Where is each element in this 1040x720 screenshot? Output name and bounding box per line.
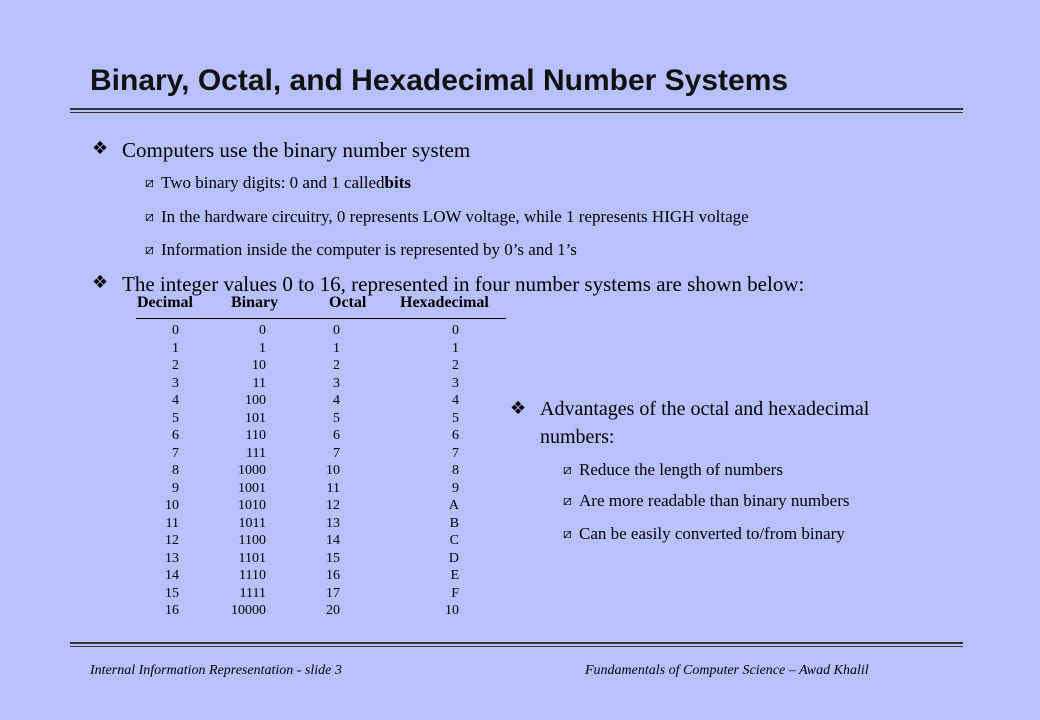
cell-decimal: 8: [172, 463, 179, 478]
cell-decimal: 13: [165, 550, 179, 566]
cell-octal: 5: [333, 410, 340, 426]
cell-decimal: 3: [172, 375, 179, 391]
sub-bullet-text: Information inside the computer is represented by 0’s and 1’s: [161, 240, 577, 259]
cell-hexadecimal: F: [451, 585, 459, 601]
cell-binary: 0: [259, 323, 266, 338]
cell-decimal: 11: [165, 515, 179, 531]
cell-octal: 14: [326, 533, 340, 548]
cell-binary: 100: [245, 393, 266, 408]
cell-octal: 17: [326, 585, 340, 601]
cell-decimal: 12: [165, 533, 179, 548]
cell-decimal: 1: [172, 340, 179, 356]
sub-bullet-hardware: [145, 207, 749, 227]
bullet-text: The integer values 0 to 16, represented in four number systems are shown below:: [122, 272, 805, 296]
header-decimal: Decimal: [137, 294, 193, 311]
sub-bullet-icon: ⧄: [563, 493, 572, 509]
cell-hexadecimal: 0: [452, 323, 459, 338]
sub-bullet-icon: ⧄: [563, 526, 572, 542]
sub-bullet-icon: ⧄: [145, 175, 154, 191]
cell-hexadecimal: 8: [452, 463, 459, 478]
cell-decimal: 4: [172, 393, 179, 408]
cell-octal: 16: [326, 568, 340, 583]
sub-bullet-reduce-length: [563, 460, 783, 480]
cell-octal: 3: [333, 375, 340, 391]
table-header-rule: [136, 318, 506, 319]
sub-bullet-icon: ⧄: [563, 462, 572, 478]
cell-decimal: 16: [165, 603, 179, 618]
footer-rule-thin: [70, 646, 963, 647]
header-octal: Octal: [329, 294, 367, 311]
cell-octal: 12: [326, 498, 340, 513]
header-binary: Binary: [231, 294, 279, 311]
table-row: [130, 516, 470, 534]
cell-binary: 101: [245, 410, 266, 426]
sub-bullet-icon: ⧄: [145, 209, 154, 225]
cell-decimal: 9: [172, 480, 179, 496]
cell-decimal: 6: [172, 428, 179, 443]
sub-bullet-information: [145, 240, 577, 260]
table-row: [130, 341, 470, 359]
cell-hexadecimal: C: [449, 533, 459, 548]
footer-left: Internal Information Representation - slide 3: [90, 663, 342, 678]
sub-bullet-readable: [563, 491, 849, 511]
table-row: [130, 533, 470, 551]
cell-binary: 1001: [238, 480, 266, 496]
cell-binary: 1000: [238, 463, 266, 478]
table-row: [130, 498, 470, 516]
cell-binary: 110: [245, 428, 266, 443]
sub-bullet-text: Are more readable than binary numbers: [579, 491, 850, 510]
cell-hexadecimal: 10: [445, 603, 459, 618]
header-hexadecimal: Hexadecimal: [400, 294, 489, 311]
sub-bullet-text: Reduce the length of numbers: [579, 460, 783, 479]
bullet-text: Advantages of the octal and hexadecimal numbers:: [540, 398, 870, 448]
table-row: [130, 481, 470, 499]
cell-hexadecimal: 9: [452, 480, 459, 496]
table-row: [130, 551, 470, 569]
cell-octal: 20: [326, 603, 340, 618]
diamond-bullet-icon: ❖: [92, 138, 109, 159]
sub-bullet-bits: [145, 173, 411, 193]
table-row: [130, 603, 470, 621]
cell-decimal: 5: [172, 410, 179, 426]
cell-hexadecimal: 6: [452, 428, 459, 443]
sub-bullet-text: Can be easily converted to/from binary: [579, 524, 845, 543]
cell-binary: 10000: [231, 603, 266, 618]
cell-binary: 1101: [238, 550, 266, 566]
cell-decimal: 10: [165, 498, 179, 513]
cell-hexadecimal: A: [448, 498, 459, 513]
cell-binary: 1: [259, 340, 266, 356]
bullet-binary-system: [92, 137, 470, 163]
cell-octal: 13: [326, 515, 340, 531]
title-rule: [70, 108, 963, 110]
cell-binary: 111: [246, 445, 266, 461]
table-row: [130, 428, 470, 446]
table-row: [130, 358, 470, 376]
number-systems-table: [130, 323, 470, 621]
sub-bullet-bold: bits: [384, 173, 412, 192]
cell-octal: 2: [333, 358, 340, 373]
sub-bullet-icon: ⧄: [145, 242, 154, 258]
cell-hexadecimal: D: [448, 550, 459, 566]
cell-hexadecimal: B: [449, 515, 459, 531]
cell-binary: 11: [252, 375, 266, 391]
cell-binary: 10: [252, 358, 266, 373]
cell-decimal: 0: [172, 323, 179, 338]
cell-hexadecimal: 3: [452, 375, 459, 391]
diamond-bullet-icon: ❖: [510, 398, 527, 419]
table-row: [130, 568, 470, 586]
cell-decimal: 7: [172, 445, 179, 461]
cell-hexadecimal: 1: [452, 340, 459, 356]
bullet-advantages: [510, 395, 950, 451]
title-rule-thin: [70, 112, 963, 113]
diamond-bullet-icon: ❖: [92, 272, 109, 293]
cell-hexadecimal: 2: [452, 358, 459, 373]
cell-decimal: 14: [165, 568, 179, 583]
cell-hexadecimal: 7: [452, 445, 459, 461]
cell-octal: 11: [326, 480, 340, 496]
footer-right: Fundamentals of Computer Science – Awad Khalil: [585, 663, 869, 678]
cell-octal: 1: [333, 340, 340, 356]
cell-octal: 10: [326, 463, 340, 478]
table-row: [130, 586, 470, 604]
cell-hexadecimal: 5: [452, 410, 459, 426]
cell-binary: 1010: [238, 498, 266, 513]
table-row: [130, 323, 470, 341]
cell-binary: 1111: [239, 585, 266, 601]
sub-bullet-text: In the hardware circuitry, 0 represents LOW voltage, while 1 represents HIGH voltage: [161, 207, 749, 226]
cell-octal: 4: [333, 393, 340, 408]
cell-octal: 15: [326, 550, 340, 566]
cell-decimal: 15: [165, 585, 179, 601]
cell-binary: 1011: [238, 515, 266, 531]
cell-octal: 6: [333, 428, 340, 443]
sub-bullet-text: Two binary digits: 0 and 1 called: [161, 173, 385, 192]
footer-rule: [70, 642, 963, 644]
sub-bullet-convert: [563, 524, 845, 544]
table-row: [130, 376, 470, 394]
cell-hexadecimal: 4: [452, 393, 459, 408]
cell-decimal: 2: [172, 358, 179, 373]
table-row: [130, 411, 470, 429]
table-row: [130, 393, 470, 411]
table-row: [130, 463, 470, 481]
cell-octal: 0: [333, 323, 340, 338]
slide-title: Binary, Octal, and Hexadecimal Number Systems: [90, 64, 789, 97]
cell-binary: 1110: [239, 568, 266, 583]
cell-binary: 1100: [238, 533, 266, 548]
cell-octal: 7: [333, 445, 340, 461]
bullet-text: Computers use the binary number system: [122, 138, 471, 162]
table-row: [130, 446, 470, 464]
cell-hexadecimal: E: [450, 568, 459, 583]
